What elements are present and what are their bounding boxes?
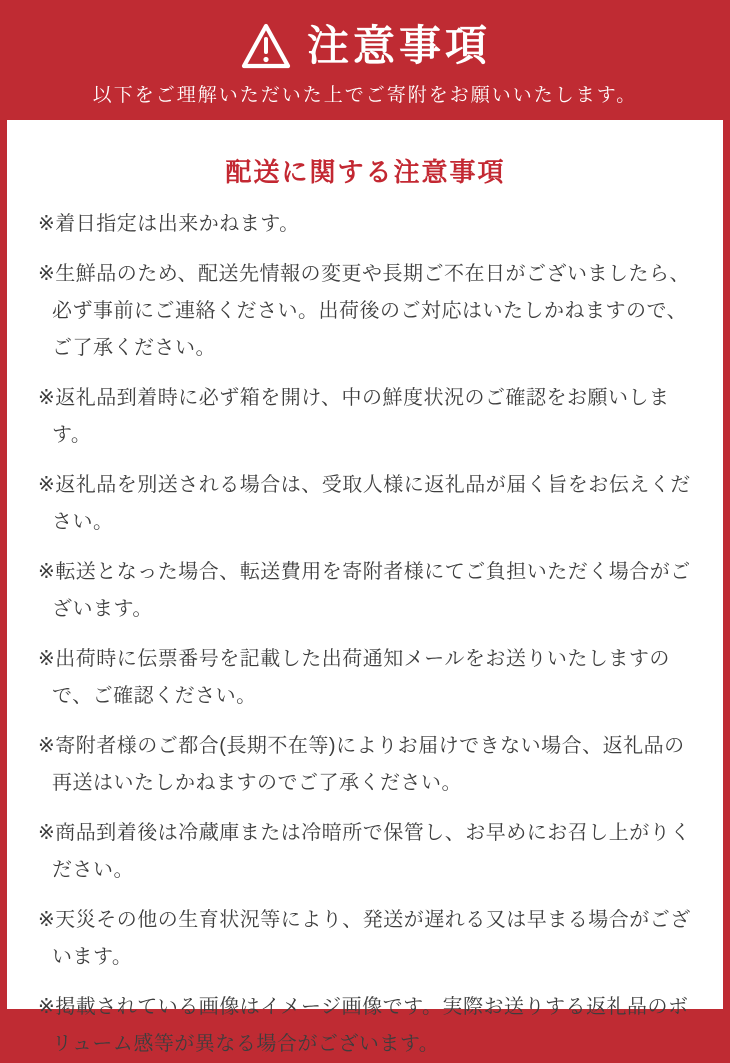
notice-item: ※寄附者様のご都合(長期不在等)によりお届けできない場合、返礼品の再送はいたしかねますのでご了承ください。	[38, 735, 685, 794]
notice-item: ※出荷時に伝票番号を記載した出荷通知メールをお送りいたしますので、ご確認ください。	[38, 648, 670, 707]
notice-item: ※返礼品を別送される場合は、受取人様に返礼品が届く旨をお伝えください。	[38, 474, 691, 533]
notice-item: ※転送となった場合、転送費用を寄附者様にてご負担いただく場合がございます。	[38, 561, 691, 620]
notice-list	[38, 206, 693, 1063]
warning-triangle-icon	[239, 21, 293, 71]
header-subtitle: 以下をご理解いただいた上でご寄附をお願いいたします。	[92, 85, 638, 106]
notice-item: ※返礼品到着時に必ず箱を開け、中の鮮度状況のご確認をお願いします。	[38, 387, 670, 446]
notice-item: ※生鮮品のため、配送先情報の変更や長期ご不在日がございましたら、必ず事前にご連絡ください。出荷後のご対応はいたしかねますので、ご了承ください。	[38, 263, 690, 359]
page-title: 注意事項	[306, 22, 491, 69]
notice-item: ※商品到着後は冷蔵庫または冷暗所で保管し、お早めにお召し上がりください。	[38, 822, 691, 881]
section-heading: 配送に関する注意事項	[225, 157, 506, 187]
notice-item: ※着日指定は出来かねます。	[38, 213, 300, 235]
notice-header	[0, 0, 730, 120]
notice-item: ※天災その他の生育状況等により、発送が遅れる又は早まる場合がございます。	[38, 909, 691, 968]
title-row	[0, 0, 730, 72]
notice-item: ※掲載されている画像はイメージ画像です。実際お送りする返礼品のボリューム感等が異なる場合がございます。	[38, 996, 689, 1055]
content-panel	[7, 120, 723, 1055]
